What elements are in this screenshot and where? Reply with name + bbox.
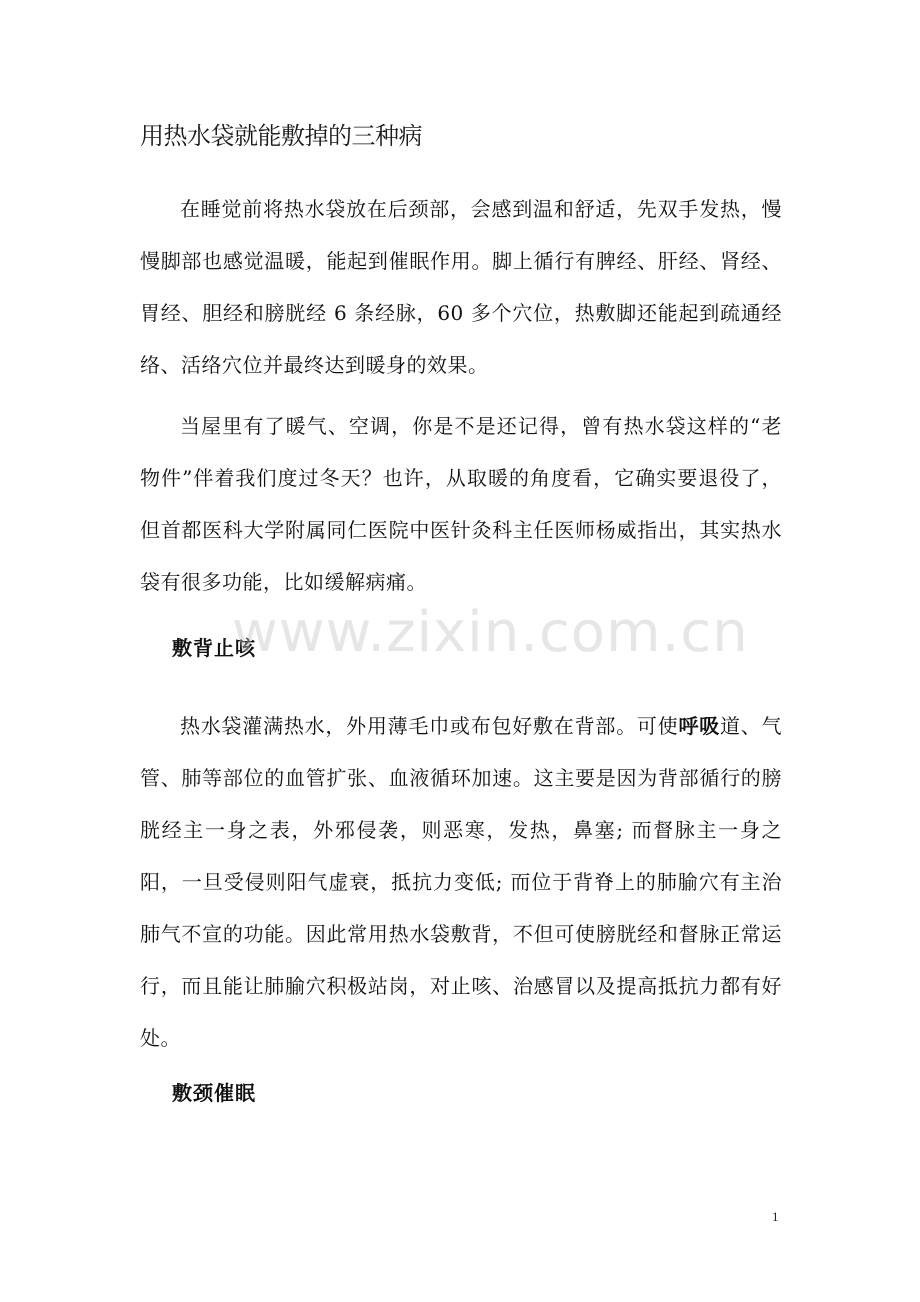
page-number: 1 <box>772 1209 779 1224</box>
paragraph-intro: 在睡觉前将热水袋放在后颈部，会感到温和舒适，先双手发热，慢慢脚部也感觉温暖，能起到催眠作用。脚上循行有脾经、肝经、肾经、胃经、胆经和膀胱经 6 条经脉，60 多个穴位，热敷脚还能起到疏通经络、活络穴位并最终达到暖身的效果。 <box>140 197 782 377</box>
paragraph-text-part1: 热水袋灌满热水，外用薄毛巾或布包好敷在背部。可使 <box>180 714 679 738</box>
paragraph-background: 当屋里有了暖气、空调，你是不是还记得，曾有热水袋这样的“老物件”伴着我们度过冬天？也许，从取暖的角度看，它确实要退役了，但首都医科大学附属同仁医院中医针灸科主任医师杨威指出，其实热水袋有很多功能，比如缓解病痛。 <box>140 414 782 594</box>
bold-term-breathing: 呼吸 <box>678 714 720 738</box>
watermark: www.zixin.com.cn <box>232 600 749 665</box>
section-heading-neck: 敷颈催眠 <box>172 1081 256 1105</box>
paragraph-text-part2: 道、气管、肺等部位的血管扩张、血液循环加速。这主要是因为背部循行的膀胱经主一身之表，外邪侵袭，则恶寒，发热，鼻塞; 而督脉主一身之阳，一旦受侵则阳气虚衰，抵抗力变低; 而位于背脊上的肺腧穴有主治肺气不宣的功能。因此常用热水袋敷背，不但可使膀胱经和督脉正常运行，而且能让肺腧穴积极站岗，对止咳、治感冒以及提高抵抗力都有好处。 <box>140 714 783 1050</box>
paragraph-back-cough <box>140 700 782 1064</box>
document-title: 用热水袋就能敷掉的三种病 <box>140 122 422 150</box>
section-heading-back: 敷背止咳 <box>172 636 256 660</box>
